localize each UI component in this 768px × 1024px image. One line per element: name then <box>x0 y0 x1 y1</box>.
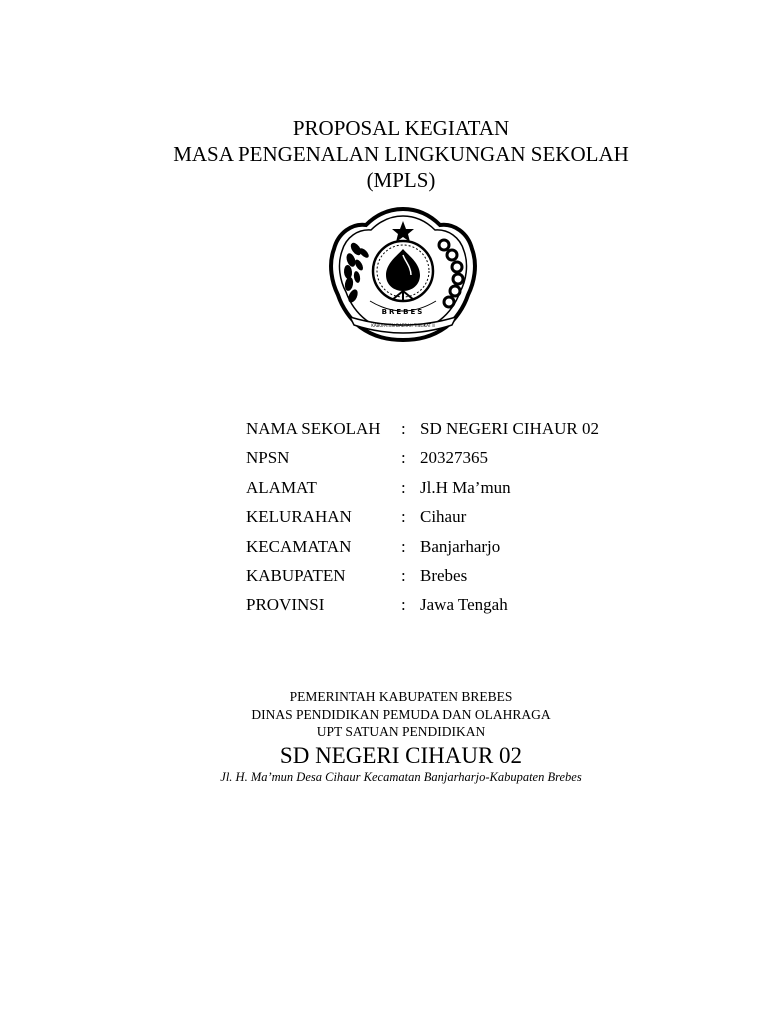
info-value: Jl.H Ma’mun <box>420 477 511 497</box>
info-value: Brebes <box>420 565 468 585</box>
info-label: PROVINSI <box>246 595 325 615</box>
info-value: 20327365 <box>420 448 488 468</box>
document-title <box>0 115 768 193</box>
info-row <box>246 532 599 561</box>
title-line-2: MASA PENGENALAN LINGKUNGAN SEKOLAH <box>173 142 629 166</box>
info-value: Cihaur <box>420 507 467 527</box>
info-row <box>246 443 599 472</box>
footer-government-line: PEMERINTAH KABUPATEN BREBES <box>289 689 513 704</box>
ribbon-text: KABUPATEN DAERAH TINGKAT II <box>371 323 435 328</box>
footer-department-line: DINAS PENDIDIKAN PEMUDA DAN OLAHRAGA <box>251 706 551 722</box>
info-value: Banjarharjo <box>420 536 501 556</box>
info-label: KABUPATEN <box>246 565 346 585</box>
brebes-emblem-logo <box>328 203 478 343</box>
info-row <box>246 561 599 590</box>
info-row <box>246 590 599 619</box>
letterhead-footer <box>0 688 768 785</box>
info-label: KECAMATAN <box>246 536 352 556</box>
info-row <box>246 414 599 443</box>
info-separator: : <box>401 595 406 615</box>
emblem-icon <box>328 203 478 343</box>
emblem-text: BREBES <box>381 308 425 316</box>
info-label: NPSN <box>246 448 290 468</box>
info-label: KELURAHAN <box>246 507 352 527</box>
info-row <box>246 473 599 502</box>
info-label: NAMA SEKOLAH <box>246 419 381 438</box>
title-line-3: (MPLS) <box>366 168 436 192</box>
info-separator: : <box>401 477 406 497</box>
info-row <box>246 502 599 531</box>
title-line-1: PROPOSAL KEGIATAN <box>292 116 510 140</box>
info-separator: : <box>401 419 406 438</box>
info-value: SD NEGERI CIHAUR 02 <box>420 419 599 438</box>
footer-address: Jl. H. Ma’mun Desa Cihaur Kecamatan Banjarharjo-Kabupaten Brebes <box>220 769 582 784</box>
info-value: Jawa Tengah <box>420 595 508 615</box>
footer-school-name: SD NEGERI CIHAUR 02 <box>279 742 523 768</box>
school-info-table <box>246 414 599 620</box>
info-separator: : <box>401 565 406 585</box>
info-separator: : <box>401 536 406 556</box>
info-label: ALAMAT <box>246 477 317 497</box>
footer-unit-line: UPT SATUAN PENDIDIKAN <box>316 724 486 739</box>
info-separator: : <box>401 507 406 527</box>
info-separator: : <box>401 448 406 468</box>
